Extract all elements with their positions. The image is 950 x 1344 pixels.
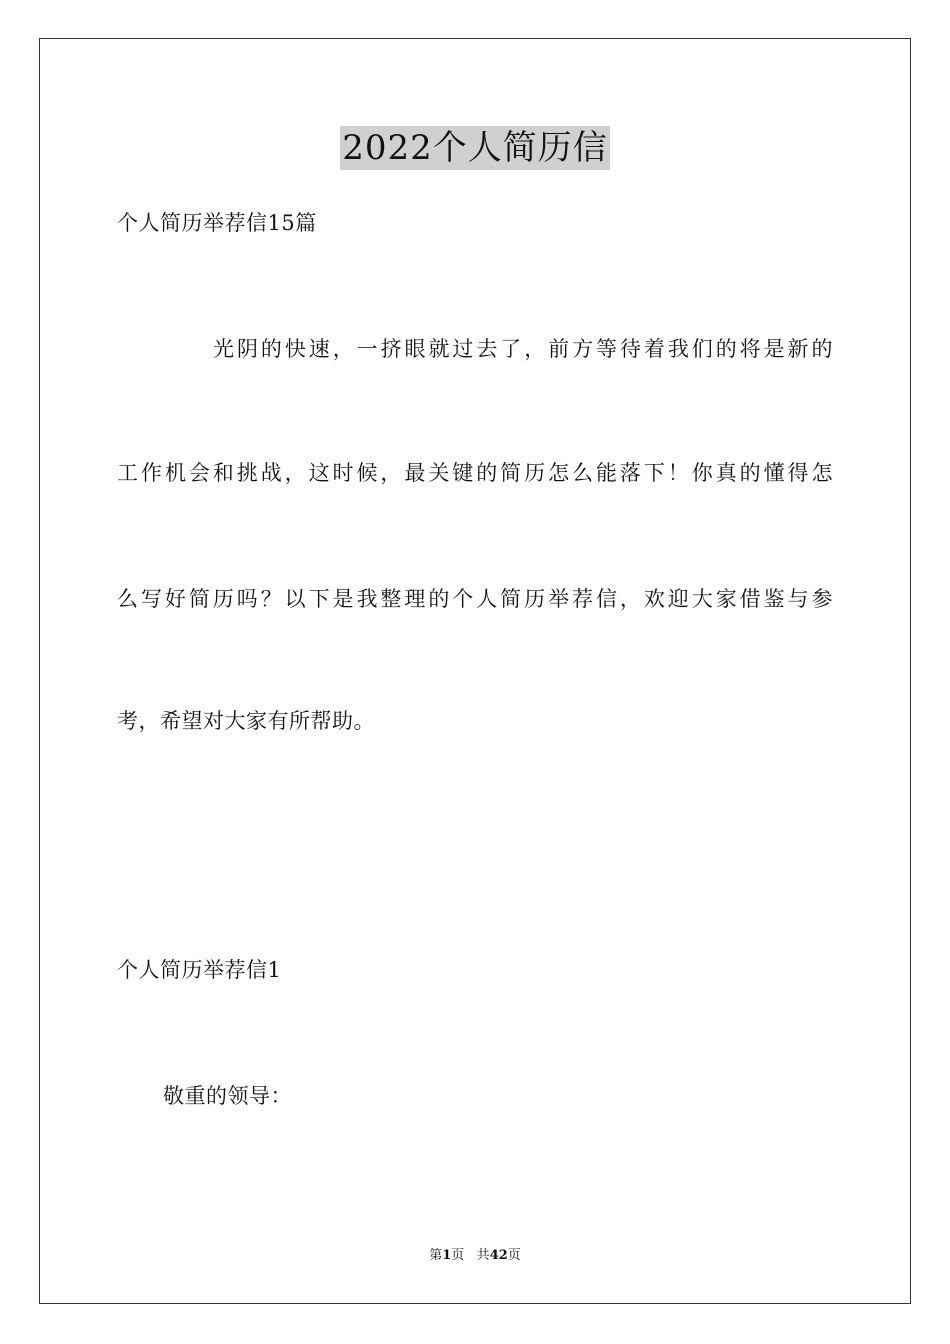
title-container xyxy=(0,126,950,170)
footer-page-prefix: 第 xyxy=(429,1248,443,1263)
document-subtitle: 个人简历举荐信15篇 xyxy=(117,211,317,235)
page-footer xyxy=(0,1247,950,1265)
footer-page-current: 1 xyxy=(442,1248,452,1263)
intro-line-3: 么写好简历吗？以下是我整理的个人简历举荐信，欢迎大家借鉴与参 xyxy=(117,587,833,611)
intro-line-4: 考，希望对大家有所帮助。 xyxy=(117,709,375,733)
salutation: 敬重的领导： xyxy=(163,1084,292,1108)
section-heading: 个人简历举荐信1 xyxy=(117,958,282,982)
footer-page-total: 42 xyxy=(489,1248,508,1263)
document-title: 2022个人简历信 xyxy=(342,128,608,168)
footer-total-suffix: 页 xyxy=(507,1248,521,1263)
footer-page-suffix: 页 xyxy=(451,1248,465,1263)
footer-total-prefix: 共 xyxy=(476,1248,490,1263)
intro-line-2: 工作机会和挑战，这时候，最关键的简历怎么能落下！你真的懂得怎 xyxy=(117,461,833,485)
intro-line-1: 光阴的快速，一挤眼就过去了，前方等待着我们的将是新的 xyxy=(213,337,833,361)
